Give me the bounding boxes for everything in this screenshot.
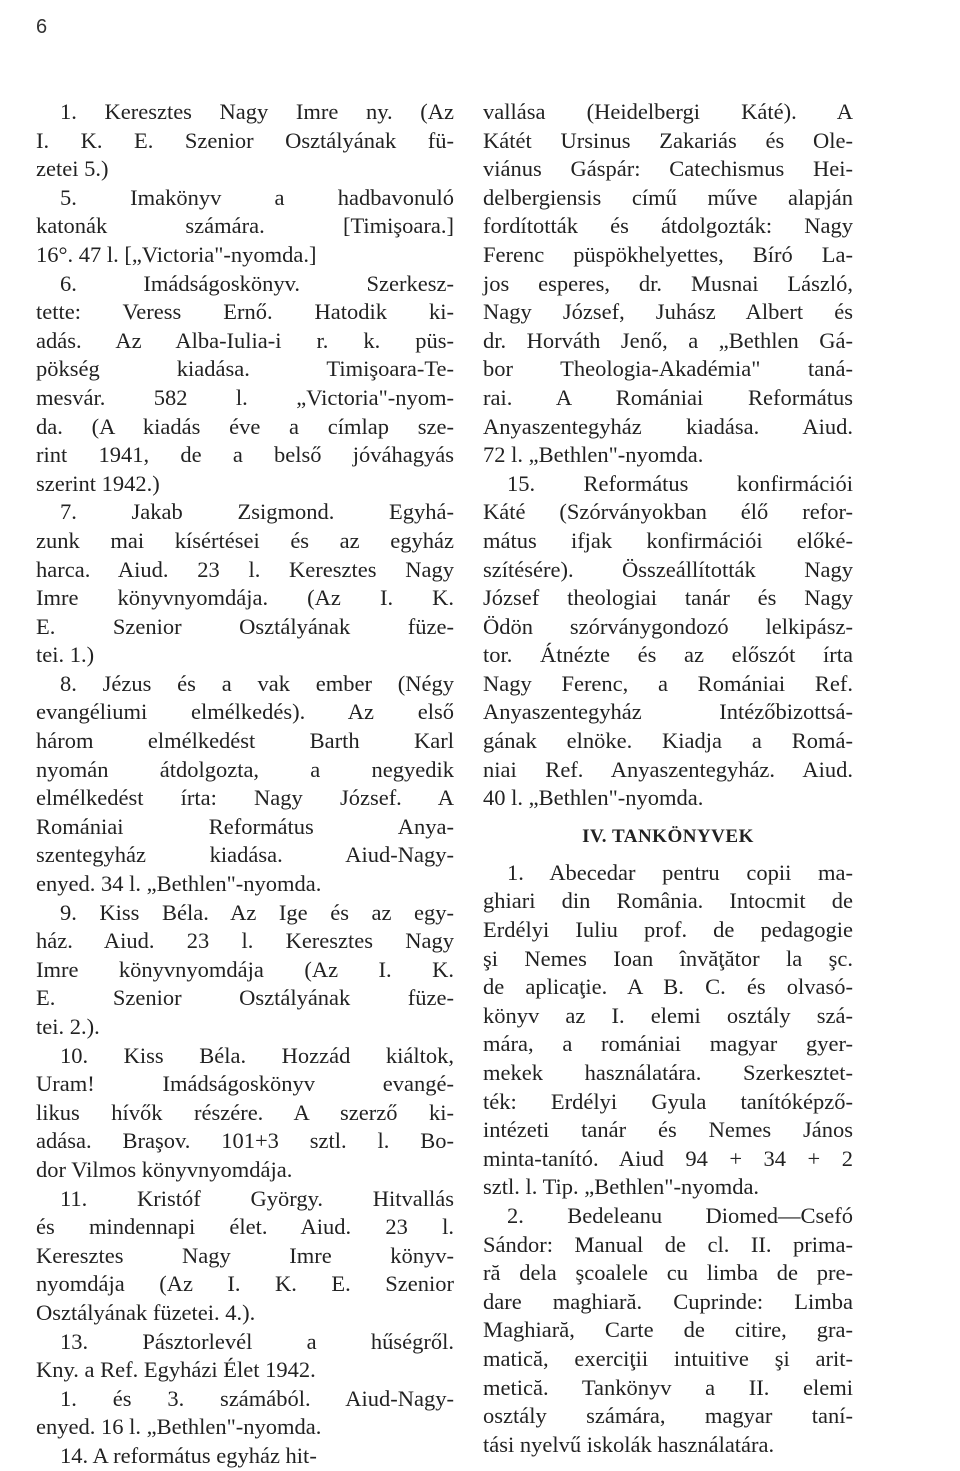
text-line: şi Nemes Ioan învăţător la şc. [483,945,853,971]
text-line: 72 l. „Bethlen"-nyomda. [483,442,704,468]
text-line: enyed. 16 l. „Bethlen"-nyomda. [36,1414,322,1440]
text-line: 13. Pásztorlevél a hűségről. [60,1328,454,1354]
text-line: 11. Kristóf György. Hitvallás [60,1185,454,1211]
text-line: Erdélyi Iuliu prof. de pedagogie [483,917,853,943]
text-line: mesvár. 582 l. „Victoria"-nyom- [36,384,454,410]
section-heading: IV. TANKÖNYVEK [582,825,754,847]
text-line: Imre könyvnyomdája. (Az I. K. [36,585,454,611]
text-line: bor Theologia-Akadémia" taná- [483,356,853,382]
text-line: Imre könyvnyomdája (Az I. K. [36,956,454,982]
text-line: sztl. l. Tip. „Bethlen"-nyomda. [483,1174,760,1200]
text-line: 10. Kiss Béla. Hozzád kiáltok, [60,1042,454,1068]
text-line: Romániai Református Anya- [36,813,454,839]
text-line: gának elnöke. Kiadja a Romá- [483,728,853,754]
text-line: könyv az I. elemi osztály szá- [483,1002,853,1028]
text-line: adása. Braşov. 101+3 sztl. l. Bo- [36,1128,454,1154]
text-line: fordították és átdolgozták: Nagy [483,213,853,239]
text-line: 8. Jézus és a vak ember (Négy [60,670,454,696]
right-text-column [483,98,853,1459]
text-line: 9. Kiss Béla. Az Ige és az egy- [60,899,454,925]
text-line: nyomdája (Az I. K. E. Szenior [36,1271,454,1297]
text-line: vallása (Heidelbergi Káté). A [483,99,853,124]
text-line: niai Ref. Anyaszentegyház. Aiud. [483,756,853,782]
text-line: ră dela şcoalele cu limba de pre- [483,1260,853,1286]
text-line: ték: Erdélyi Gyula tanítóképző- [483,1088,853,1114]
text-line: mekek használatára. Szerkesztet- [483,1060,853,1085]
text-line: viánus Gáspár: Catechismus Hei- [483,156,853,182]
text-line: 7. Jakab Zsigmond. Egyhá- [60,499,454,525]
text-line: mátus ifjak konfirmációi előké- [483,527,853,553]
text-line: delbergiensis című műve alapján [483,184,853,210]
text-line: da. (A kiadás éve a címlap sze- [36,413,454,439]
text-line: József theologiai tanár és Nagy [483,585,853,611]
text-line: ghiari din România. Intocmit de [483,888,853,914]
text-line: Osztályának füzetei. 4.). [36,1299,256,1325]
text-line: Uram! Imádságoskönyv evangé- [36,1071,454,1097]
text-line: tási nyelvű iskolák használatára. [483,1431,775,1457]
text-line: tor. Átnézte és az előszót írta [483,642,853,668]
text-line: Kátét Ursinus Zakariás és Ole- [483,127,853,153]
text-line: minta-tanító. Aiud 94 + 34 + 2 [483,1145,853,1171]
text-line: I. K. E. Szenior Osztályának fü- [36,127,454,153]
text-line: Anyaszentegyház Intézőbizottsá- [483,699,853,725]
text-line: Nagy Ferenc, a Romániai Ref. [483,670,853,696]
text-line: 1. Abecedar pentru copii ma- [507,859,853,885]
text-line: zetei 5.) [36,156,109,182]
text-line: három elmélkedést Barth Karl [36,728,454,754]
text-line: Ferenc püspökhelyettes, Bíró La- [483,241,853,267]
text-line: intézeti tanár és Nemes János [483,1117,853,1143]
text-line: szerint 1942.) [36,470,160,496]
text-line: 40 l. „Bethlen"-nyomda. [483,785,704,811]
text-line: dor Vilmos könyvnyomdája. [36,1156,293,1182]
text-line: enyed. 34 l. „Bethlen"-nyomda. [36,871,322,897]
text-line: dr. Horváth Jenő, a „Bethlen Gá- [483,327,853,353]
text-line: Kny. a Ref. Egyházi Élet 1942. [36,1357,316,1383]
text-line: E. Szenior Osztályának füze- [36,613,454,639]
text-line: ház. Aiud. 23 l. Keresztes Nagy [36,928,454,954]
text-line: dare maghiară. Cuprinde: Limba [483,1288,853,1314]
text-line: 14. A református egyház hit- [60,1442,317,1468]
text-line: rai. A Romániai Református [483,384,853,410]
text-line: de aplicaţie. A B. C. és olvasó- [483,974,853,1000]
text-line: tei. 1.) [36,642,95,668]
text-line: metică. Tankönyv a II. elemi [483,1374,853,1400]
text-line: zunk mai kísértései és az egyház [36,527,454,553]
text-line: Maghiară, Carte de citire, gra- [483,1317,853,1343]
text-line: 16°. 47 l. [„Victoria"-nyomda.] [36,241,317,267]
page-number: 6 [36,16,48,38]
text-line: 6. Imádságoskönyv. Szerkesz- [60,270,454,296]
text-line: szítésére). Összeállították Nagy [483,556,853,582]
text-line: adás. Az Alba-Iulia-i r. k. püs- [36,327,454,353]
text-line: evangéliumi elmélkedés). Az első [36,699,454,725]
text-line: E. Szenior Osztályának füze- [36,985,454,1011]
text-line: tette: Veress Ernő. Hatodik ki- [36,299,454,325]
text-line: rint 1941, de a belső jóváhagyás [36,442,454,468]
text-line: Keresztes Nagy Imre könyv- [36,1242,454,1268]
text-line: mára, a romániai magyar gyer- [483,1031,853,1057]
text-line: nyomán átdolgozta, a negyedik [36,756,454,782]
text-line: Nagy József, Juhász Albert és [483,299,853,325]
text-line: Anyaszentegyház kiadása. Aiud. [483,413,853,439]
text-line: harca. Aiud. 23 l. Keresztes Nagy [36,556,454,582]
text-line: szentegyház kiadása. Aiud-Nagy- [36,842,454,868]
right-column-entries [483,98,853,813]
text-line: Káté (Szórványokban élő refor- [483,499,853,525]
text-line: Sándor: Manual de cl. II. prima- [483,1231,853,1257]
text-line: jos esperes, dr. Musnai László, [483,270,853,296]
text-line: tei. 2.). [36,1014,100,1039]
text-line: osztály számára, magyar taní- [483,1403,853,1429]
text-line: 1. és 3. számából. Aiud-Nagy- [60,1385,454,1411]
text-line: elmélkedést írta: Nagy József. A [36,785,454,811]
text-line: 2. Bedeleanu Diomed—Csefó [507,1202,853,1228]
text-line: Ödön szórványgondozó lelkipász- [483,613,853,639]
left-text-column [36,98,454,1471]
text-line: katonák számára. [Timişoara.] [36,213,454,239]
text-line: 1. Keresztes Nagy Imre ny. (Az [60,99,454,124]
textbook-entries [483,859,853,1459]
text-line: és mindennapi élet. Aiud. 23 l. [36,1214,454,1240]
text-line: likus hívők részére. A szerző ki- [36,1099,454,1125]
text-line: matică, exerciţii intuitive şi arit- [483,1345,853,1371]
text-line: 5. Imakönyv a hadbavonuló [60,184,454,210]
text-line: pökség kiadása. Timişoara-Te- [36,356,454,382]
text-line: 15. Református konfirmációi [507,470,853,496]
